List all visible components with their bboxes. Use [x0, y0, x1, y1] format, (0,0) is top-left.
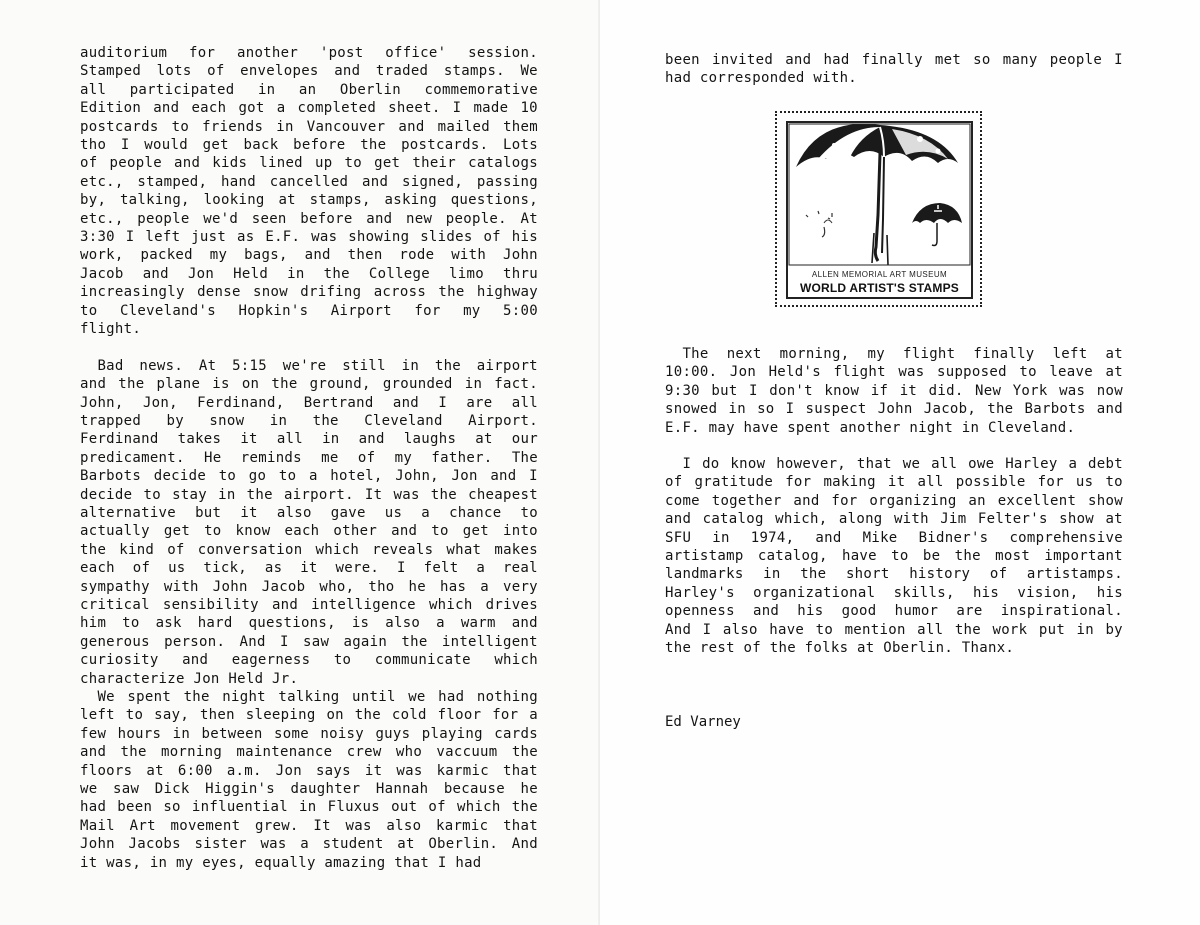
text-line: 10:00. Jon Held's flight was supposed to leave at: [665, 364, 1123, 381]
text-line: all participated in an Oberlin commemorative: [80, 81, 538, 98]
text-line: work, packed my bags, and then rode with John: [80, 247, 538, 264]
text-line: landmarks in the short history of artistamps.: [665, 566, 1123, 583]
text-line: I do know however, that we all owe Harley a debt: [665, 456, 1123, 472]
text-line: openness and his good humor are inspirational.: [665, 603, 1123, 620]
text-line: had corresponded with.: [665, 70, 858, 87]
text-line: etc., stamped, hand cancelled and signed, passing: [80, 173, 538, 190]
text-line: increasingly dense snow drifing across the highway: [80, 284, 538, 301]
stamp-perforated-border: [775, 111, 982, 307]
text-line: 9:30 but I don't know if it did. New York was now: [665, 382, 1123, 399]
text-line: Jacob and Jon Held in the College limo thru: [80, 265, 538, 282]
text-line: We spent the night talking until we had nothing: [80, 689, 538, 705]
text-line: it was, in my eyes, equally amazing that I had: [80, 854, 482, 871]
text-line: curiosity and eagerness to communicate which: [80, 652, 538, 669]
text-line: E.F. may have spent another night in Cleveland.: [665, 419, 1076, 436]
text-line: by, talking, looking at stamps, asking questions,: [80, 192, 538, 209]
text-line: tho I would get back before the postcards. Lots: [80, 137, 538, 153]
text-line: Stamped lots of envelopes and traded stamps. We: [80, 63, 538, 80]
text-line: and catalog which, along with Jim Felter's show at: [665, 511, 1123, 528]
author-signature: Ed Varney: [665, 714, 741, 730]
text-line: the kind of conversation which reveals what makes: [80, 541, 538, 558]
stamp-caption-museum: ALLEN MEMORIAL ART MUSEUM: [811, 270, 948, 279]
text-line: floors at 6:00 a.m. Jon says it was karmic that: [80, 762, 538, 779]
text-line: Mail Art movement grew. It was also karmic that: [80, 817, 538, 834]
stamp-caption-title: WORLD ARTIST'S STAMPS: [799, 281, 960, 295]
text-line: we saw Dick Higgin's daughter Hannah because he: [80, 781, 538, 797]
text-line: John, Jon, Ferdinand, Bertrand and I are all: [80, 394, 538, 411]
text-line: postcards to friends in Vancouver and mailed them: [80, 118, 538, 135]
text-line: The next morning, my flight finally left at: [665, 346, 1123, 362]
text-line: Barbots decide to go to a hotel, John, Jon and I: [80, 468, 538, 485]
text-line: trapped by snow in the Cleveland Airport.: [80, 413, 538, 429]
text-line: Harley's organizational skills, his vision, his: [665, 584, 1123, 601]
text-line: Bad news. At 5:15 we're still in the airport: [80, 357, 538, 374]
text-line: etc., people we'd seen before and new people. At: [80, 210, 538, 227]
artist-stamp-image: [786, 121, 973, 299]
text-line: and the plane is on the ground, grounded in fact.: [80, 376, 538, 393]
text-line: few hours in between some noisy guys playing cards: [80, 725, 538, 742]
text-line: snowed in so I suspect John Jacob, the Barbots and: [665, 401, 1123, 418]
text-line: him to ask hard questions, is also a warm and: [80, 615, 538, 632]
text-line: left to say, then sleeping on the cold floor for a: [80, 707, 538, 724]
text-line: the rest of the folks at Oberlin. Thanx.: [665, 640, 1015, 656]
text-line: come together and for organizing an excellent show: [665, 492, 1123, 509]
text-line: 3:30 I left just as E.F. was showing slides of his: [80, 229, 538, 245]
text-line: artistamp catalog, have to be the most important: [665, 548, 1123, 564]
text-line: And I also have to mention all the work put in by: [665, 621, 1123, 638]
text-line: John Jacobs sister was a student at Oberlin. And: [80, 836, 538, 853]
text-line: alternative but it also gave us a chance to: [80, 505, 538, 521]
text-line: to Cleveland's Hopkin's Airport for my 5:00: [80, 302, 538, 319]
text-line: predicament. He reminds me of my father. The: [80, 449, 538, 466]
text-line: auditorium for another 'post office' session.: [80, 45, 538, 61]
text-line: [80, 338, 538, 356]
text-line: of gratitude for making it all possible for us to: [665, 474, 1123, 491]
text-line: actually get to know each other and to get into: [80, 523, 538, 540]
text-line: had been so influential in Fluxus out of which the: [80, 799, 538, 816]
text-line: been invited and had finally met so many people I: [665, 52, 1123, 68]
text-line: decide to stay in the airport. It was the cheapest: [80, 486, 538, 503]
text-line: characterize Jon Held Jr.: [80, 670, 299, 687]
text-line: of people and kids lined up to get their catalogs: [80, 155, 538, 172]
text-line: Edition and each got a completed sheet. I made 10: [80, 100, 538, 117]
text-line: each of us tick, as it were. I felt a real: [80, 560, 538, 577]
text-line: generous person. And I saw again the intelligent: [80, 633, 538, 650]
text-line: flight.: [80, 321, 142, 337]
text-line: and the morning maintenance crew who vaccuum the: [80, 744, 538, 761]
text-line: critical sensibility and intelligence which drives: [80, 597, 538, 613]
text-line: SFU in 1974, and Mike Bidner's comprehensive: [665, 529, 1123, 546]
text-line: Ferdinand takes it all in and laughs at our: [80, 431, 538, 448]
text-line: sympathy with John Jacob who, tho he has a very: [80, 578, 538, 595]
